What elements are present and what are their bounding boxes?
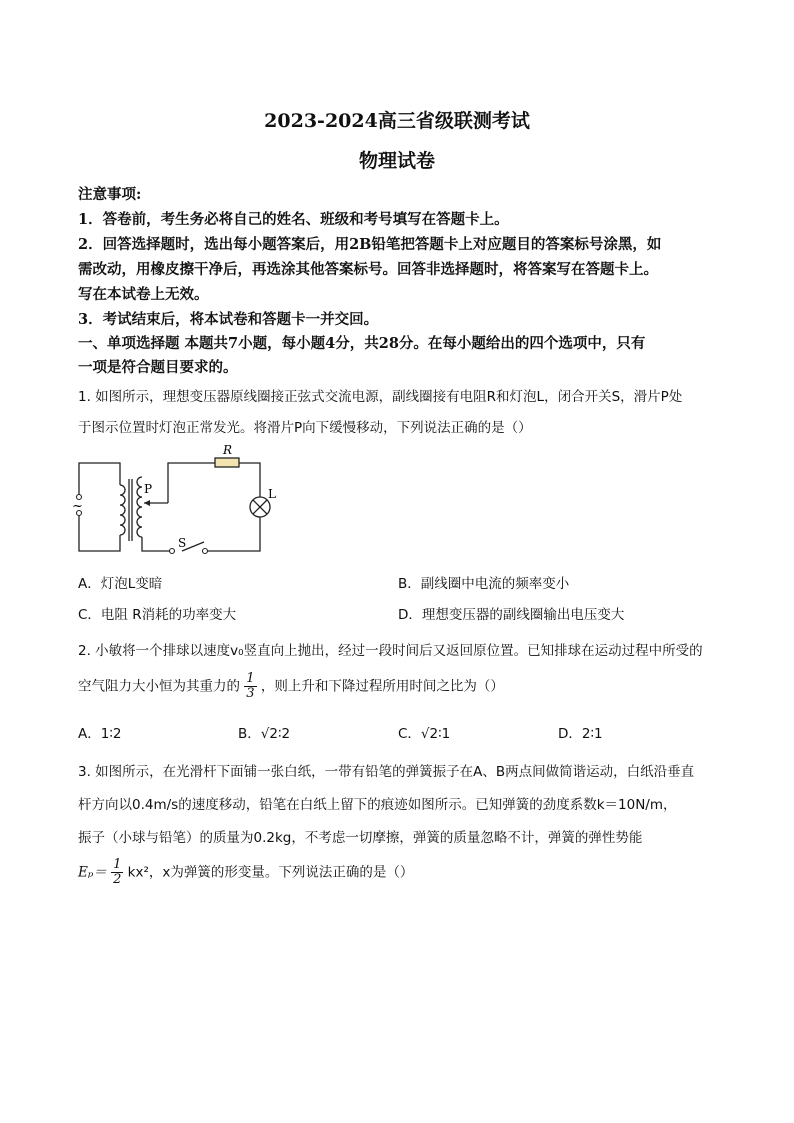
q2-fraction-denominator: 3	[246, 686, 255, 701]
notice-item-1: 1．答卷前，考生务必将自己的姓名、班级和考号填写在答题卡上。	[78, 211, 509, 228]
notice-item-2-end: 写在本试卷上无效。	[78, 286, 209, 303]
q1-stem-line1: 1. 如图所示，理想变压器原线圈接正弦式交流电源，副线圈接有电阻R和灯泡L，闭合开关S，滑片P处	[78, 389, 683, 405]
q1-option-b[interactable]: B．副线圈中电流的频率变小	[398, 576, 570, 592]
q2-stem-part1: 空气阻力大小恒为其重力的	[78, 678, 240, 695]
q2-fraction	[244, 672, 256, 701]
label-P: P	[144, 482, 153, 496]
q1-circuit-figure	[70, 443, 290, 563]
q2-fraction-numerator: 1	[246, 671, 255, 686]
exam-title: 2023-2024高三省级联测考试	[264, 110, 530, 132]
q2-stem-part2: ，则上升和下降过程所用时间之比为（）	[260, 678, 504, 695]
q3-stem-line1: 3. 如图所示，在光滑杆下面铺一张白纸，一带有铅笔的弹簧振子在A、B两点间做简谐运动，白纸沿垂直	[78, 764, 695, 780]
exam-subtitle: 物理试卷	[358, 150, 435, 172]
section-heading: 一、单项选择题 本题共7小题，每小题4分，共28分。在每小题给出的四个选项中，只有	[78, 335, 646, 352]
q3-stem-line3: 振子（小球与铅笔）的质量为0.2kg，不考虑一切摩擦，弹簧的质量忽略不计，弹簧的弹性势能	[78, 830, 643, 846]
label-S: S	[178, 536, 187, 550]
q3-stem-line4	[78, 858, 413, 887]
label-R: R	[223, 443, 233, 457]
q2-option-d[interactable]: D．2∶1	[558, 726, 603, 742]
q3-stem-part2: kx²，x为弹簧的形变量。下列说法正确的是（）	[127, 864, 414, 881]
notice-item-2: 2．回答选择题时，选出每小题答案后，用2B铅笔把答题卡上对应题目的答案标号涂黑，如	[78, 236, 662, 253]
q1-stem-line2: 于图示位置时灯泡正常发光。将滑片P向下缓慢移动，下列说法正确的是（）	[78, 420, 532, 436]
slider-arrow-icon	[144, 500, 150, 506]
q2-option-c[interactable]: C．√2∶1	[398, 726, 451, 742]
label-L: L	[268, 487, 276, 501]
notice-heading: 注意事项:	[78, 186, 142, 203]
notice-item-3: 3．考试结束后，将本试卷和答题卡一并交回。	[78, 311, 379, 328]
ac-source-symbol: ~	[72, 499, 83, 514]
q2-option-a[interactable]: A．1∶2	[78, 726, 122, 742]
q2-option-b[interactable]: B．√2∶2	[238, 726, 291, 742]
q3-fraction-numerator: 1	[113, 857, 122, 872]
q2-stem-line2	[78, 672, 504, 701]
q3-stem-line2: 杆方向以0.4m/s的速度移动，铅笔在白纸上留下的痕迹如图所示。已知弹簧的劲度系数k＝10N/m，	[78, 797, 677, 813]
q3-energy-symbol: Eₚ＝	[78, 864, 107, 881]
q2-stem-line1: 2. 小敏将一个排球以速度v₀竖直向上抛出，经过一段时间后又返回原位置。已知排球在运动过程中所受的	[78, 643, 703, 659]
q3-fraction-denominator: 2	[113, 872, 122, 887]
notice-item-2-cont: 需改动，用橡皮擦干净后，再选涂其他答案标号。回答非选择题时，将答案写在答题卡上。	[78, 261, 658, 278]
q1-option-c[interactable]: C．电阻 R消耗的功率变大	[78, 607, 237, 623]
q1-option-d[interactable]: D．理想变压器的副线圈输出电压变大	[398, 607, 625, 623]
q1-option-a[interactable]: A．灯泡L变暗	[78, 576, 163, 592]
q3-fraction	[111, 858, 123, 887]
section-heading-cont: 一项是符合题目要求的。	[78, 359, 238, 376]
